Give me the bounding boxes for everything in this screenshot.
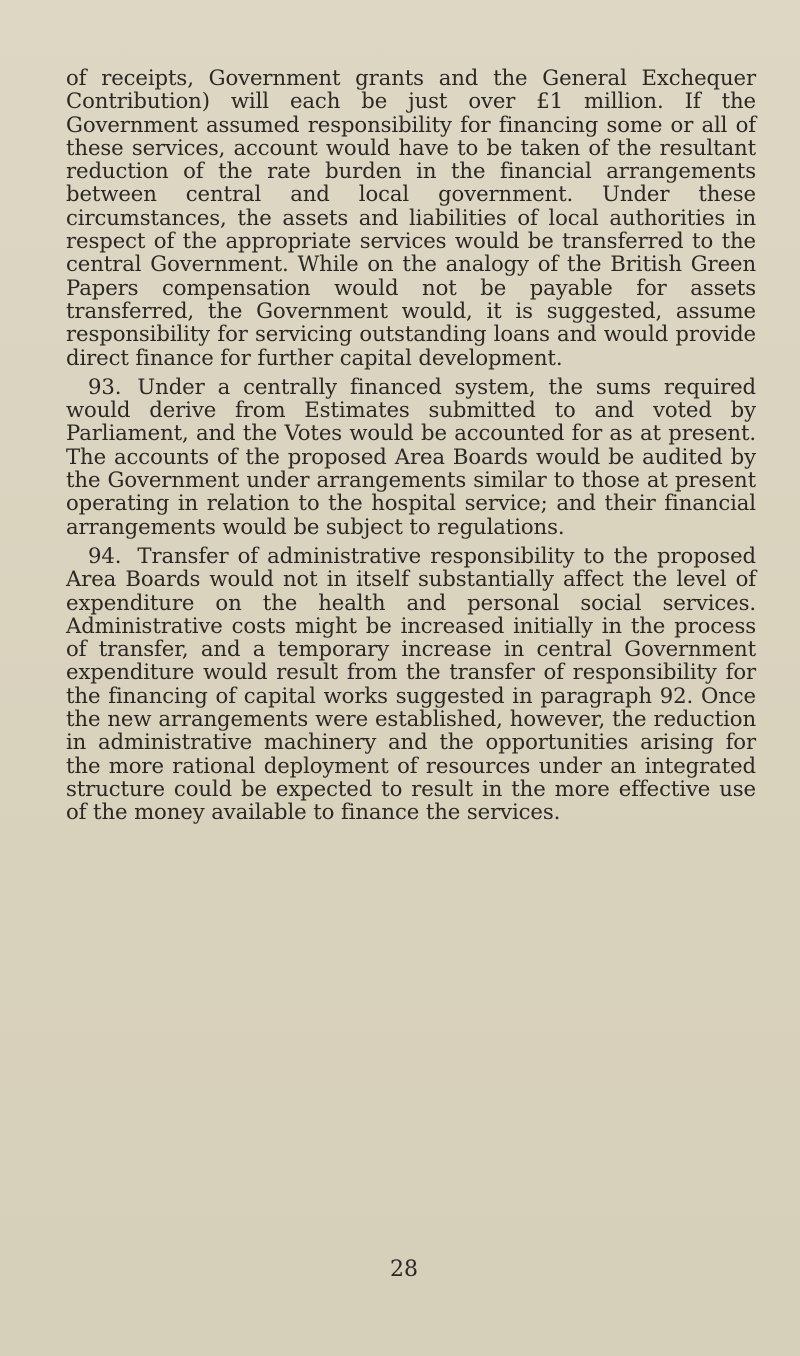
paragraph-94 xyxy=(66,544,756,824)
paragraph-text: Under a centrally financed system, the sums required would derive from Estimates submitted to and voted by Parliament, and the Votes would be accounted for as at present. The accounts of the proposed Area Boards would be audited by the Government under arrangements similar to those at present operating in relation to the hospital service; and their financial arrangements would be subject to regulations. xyxy=(66,373,756,539)
paragraph-93 xyxy=(66,375,756,538)
paragraph-number: 94. xyxy=(88,542,122,568)
paragraph-92-continuation xyxy=(66,66,756,369)
page-number: 28 xyxy=(390,1257,418,1282)
paragraph-number: 93. xyxy=(88,373,122,399)
paragraph-text: Transfer of administrative responsibility to the proposed Area Boards would not in itself substantially affect the level of expenditure on the health and personal social services. Administrative costs might be increased initially in the process of transfer, and a temporary increase in central Government expenditure would result from the transfer of responsibility for the financing of capital works suggested in paragraph 92. Once the new arrangements were established, however, the reduction in administrative machinery and the opportunities arising for the more rational deployment of resources under an integrated structure could be expected to result in the more effective use of the money available to finance the services. xyxy=(66,542,756,825)
body-text xyxy=(66,66,756,824)
paragraph-text: of receipts, Government grants and the General Exchequer Contribution) will each be just over £1 million. If the Government assumed responsibility for financing some or all of these services, account would have to be taken of the resultant reduction of the rate burden in the financial arrangements between central and local government. Under these circumstances, the assets and liabilities of local authorities in respect of the appropriate services would be transferred to the central Government. While on the analogy of the British Green Papers compensation would not be payable for assets transferred, the Government would, it is suggested, assume responsibility for servicing outstanding loans and would provide direct finance for further capital development. xyxy=(66,65,756,370)
